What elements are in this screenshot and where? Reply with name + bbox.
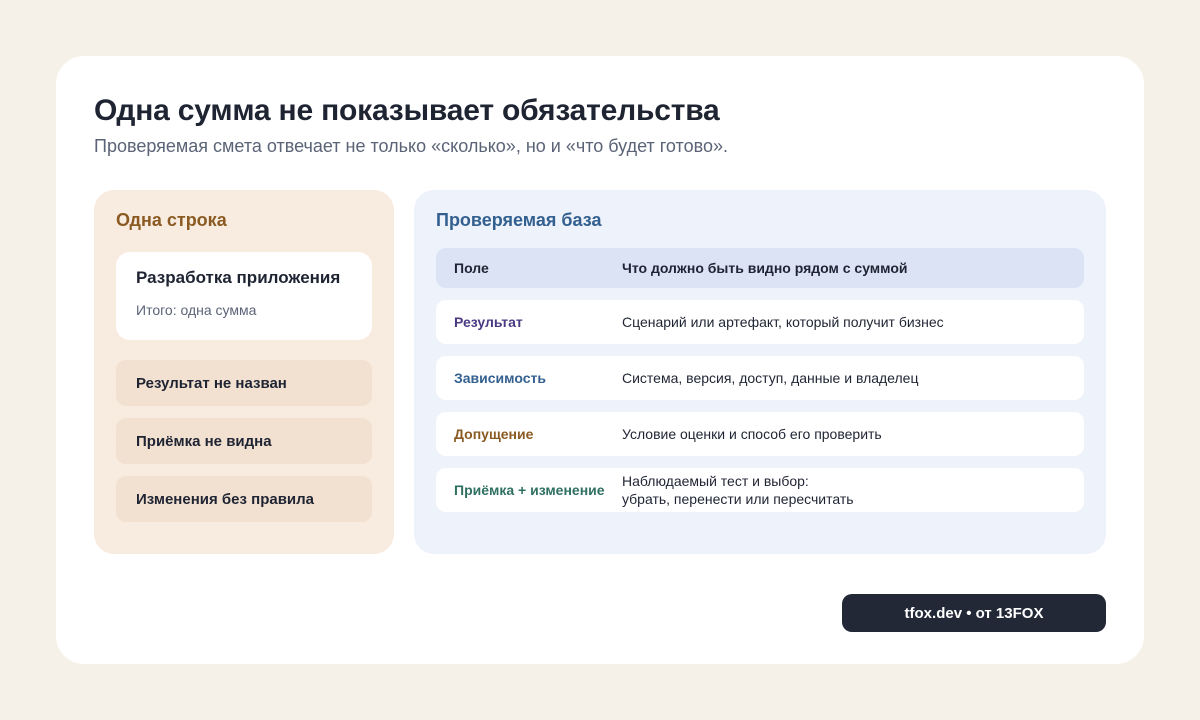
row-field: Допущение [454, 426, 534, 442]
column-header-field: Поле [454, 260, 489, 276]
table-header [436, 248, 1084, 288]
row-field: Приёмка + изменение [454, 482, 605, 498]
single-line-heading: Одна строка [116, 210, 227, 230]
row-description-line: убрать, перенести или пересчитать [622, 491, 854, 507]
row-description [622, 468, 854, 512]
issue-item: Результат не назван [116, 360, 372, 406]
issue-item: Приёмка не видна [116, 418, 372, 464]
row-description: Сценарий или артефакт, который получит бизнес [622, 314, 944, 330]
brand-badge: tfox.dev • от 13FOX [842, 594, 1106, 632]
column-header-description: Что должно быть видно рядом с суммой [622, 260, 908, 276]
table-row [436, 300, 1084, 344]
estimate-item-card [116, 252, 372, 340]
row-description: Условие оценки и способ его проверить [622, 426, 882, 442]
table-row [436, 356, 1084, 400]
row-field: Зависимость [454, 370, 546, 386]
single-line-panel [94, 190, 394, 554]
table-row [436, 412, 1084, 456]
estimate-item-name: Разработка приложения [136, 268, 341, 287]
page-subtitle: Проверяемая смета отвечает не только «сколько», но и «что будет готово». [94, 136, 728, 156]
verifiable-base-panel [414, 190, 1106, 554]
issue-item: Изменения без правила [116, 476, 372, 522]
page-title: Одна сумма не показывает обязательства [94, 94, 720, 127]
estimate-item-total: Итого: одна сумма [136, 302, 257, 318]
main-card [56, 56, 1144, 664]
verifiable-base-heading: Проверяемая база [436, 210, 602, 230]
row-description-line: Наблюдаемый тест и выбор: [622, 473, 809, 489]
row-description: Система, версия, доступ, данные и владелец [622, 370, 919, 386]
row-field: Результат [454, 314, 523, 330]
table-row [436, 468, 1084, 512]
